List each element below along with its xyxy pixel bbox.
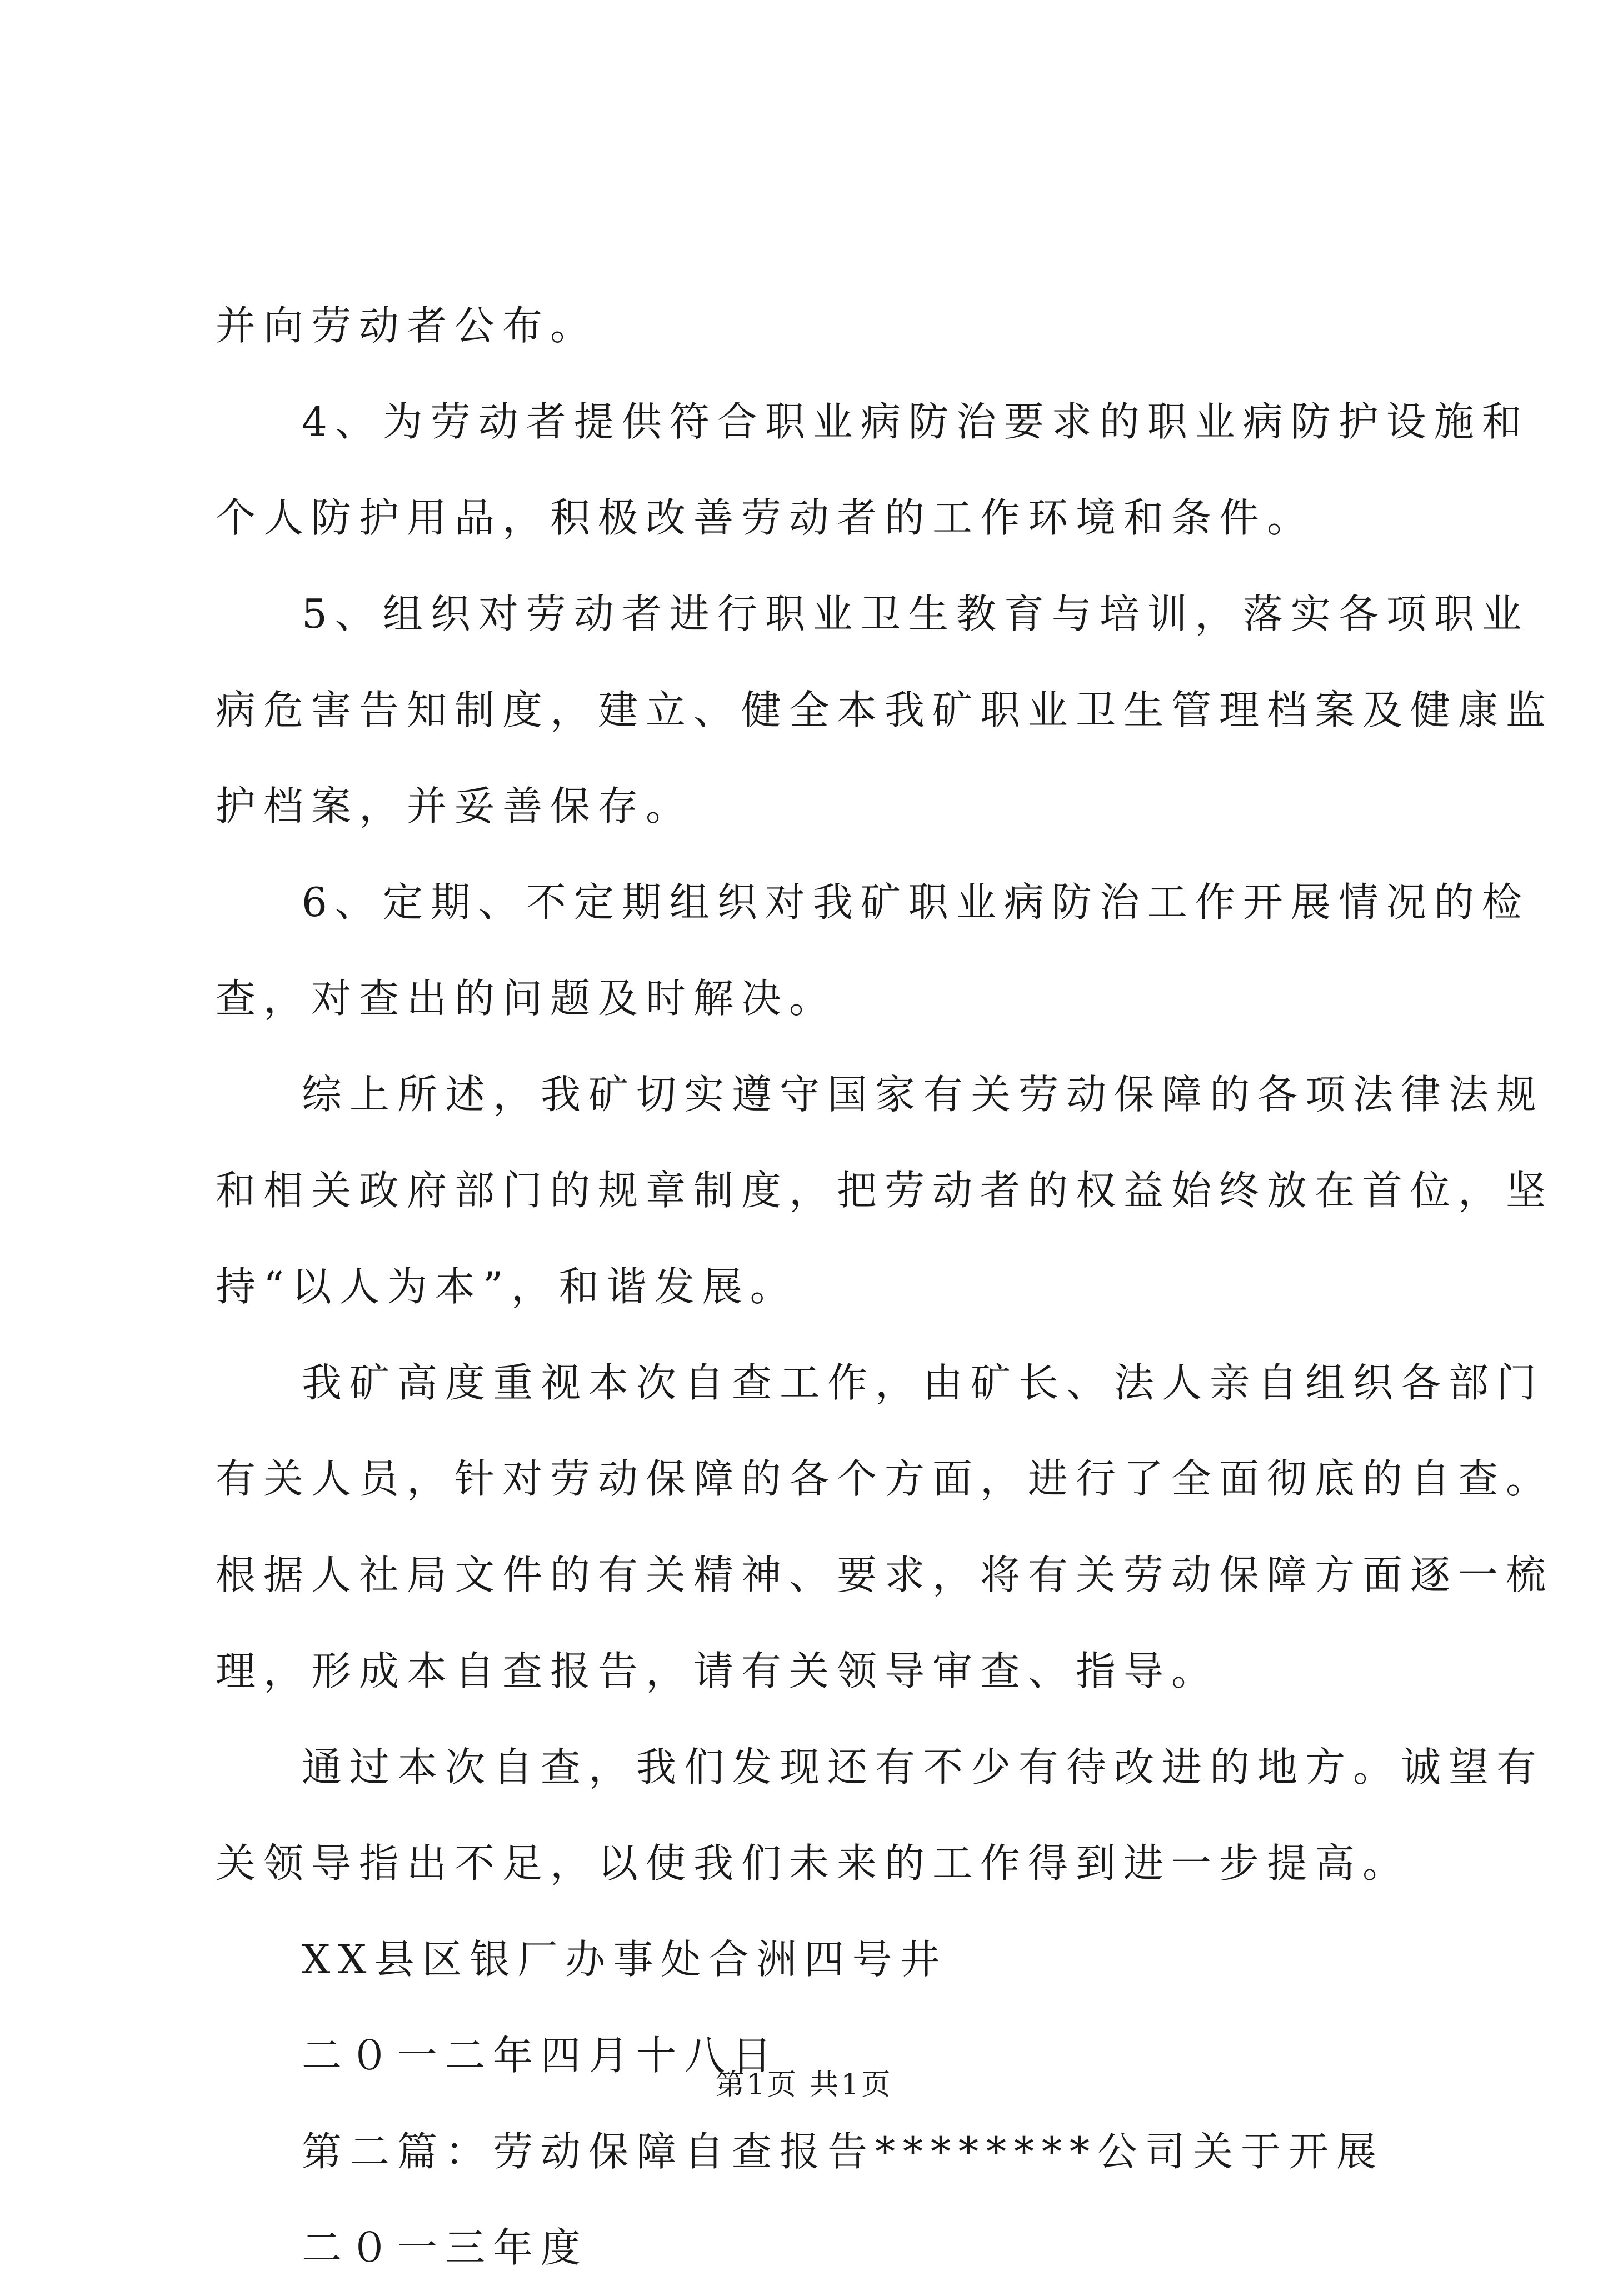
- text-line: 个人防护用品，积极改善劳动者的工作环境和条件。: [216, 494, 1315, 541]
- text-line: 理，形成本自查报告，请有关领导审查、指导。: [216, 1648, 1220, 1694]
- text-line: 6、定期、不定期组织对我矿职业病防治工作开展情况的检: [302, 879, 1530, 926]
- text-line: 病危害告知制度，建立、健全本我矿职业卫生管理档案及健康监: [216, 687, 1554, 733]
- text-line: 5、组织对劳动者进行职业卫生教育与培训，落实各项职业: [302, 591, 1530, 637]
- text-line: 持“以人为本”，和谐发展。: [216, 1263, 798, 1310]
- text-line: 我矿高度重视本次自查工作，由矿长、法人亲自组织各部门: [302, 1359, 1545, 1406]
- document-body: [216, 278, 1554, 2296]
- text-line: 根据人社局文件的有关精神、要求，将有关劳动保障方面逐一梳: [216, 1552, 1554, 1598]
- page-footer: 第1页 共1页: [715, 2068, 893, 2102]
- text-line: 通过本次自查，我们发现还有不少有待改进的地方。诚望有: [302, 1744, 1545, 1790]
- signature-org: XX县区银厂办事处合洲四号井: [302, 1936, 948, 1983]
- text-line: 关领导指出不足，以使我们未来的工作得到进一步提高。: [216, 1840, 1411, 1887]
- text-line: 查，对查出的问题及时解决。: [216, 975, 837, 1022]
- text-line: 并向劳动者公布。: [216, 302, 598, 349]
- text-line: 综上所述，我矿切实遵守国家有关劳动保障的各项法律法规: [302, 1071, 1545, 1118]
- text-line: 4、为劳动者提供符合职业病防治要求的职业病防护设施和: [302, 398, 1530, 445]
- section-subheading: 二０一三年度: [302, 2224, 589, 2271]
- text-line: 护档案，并妥善保存。: [216, 783, 694, 829]
- text-line: 和相关政府部门的规章制度，把劳动者的权益始终放在首位，坚: [216, 1167, 1554, 1214]
- signature-date: 二０一二年四月十八日: [302, 2032, 780, 2079]
- section-heading: 第二篇：劳动保障自查报告********公司关于开展: [302, 2128, 1385, 2175]
- text-line: 有关人员，针对劳动保障的各个方面，进行了全面彻底的自查。: [216, 1455, 1554, 1502]
